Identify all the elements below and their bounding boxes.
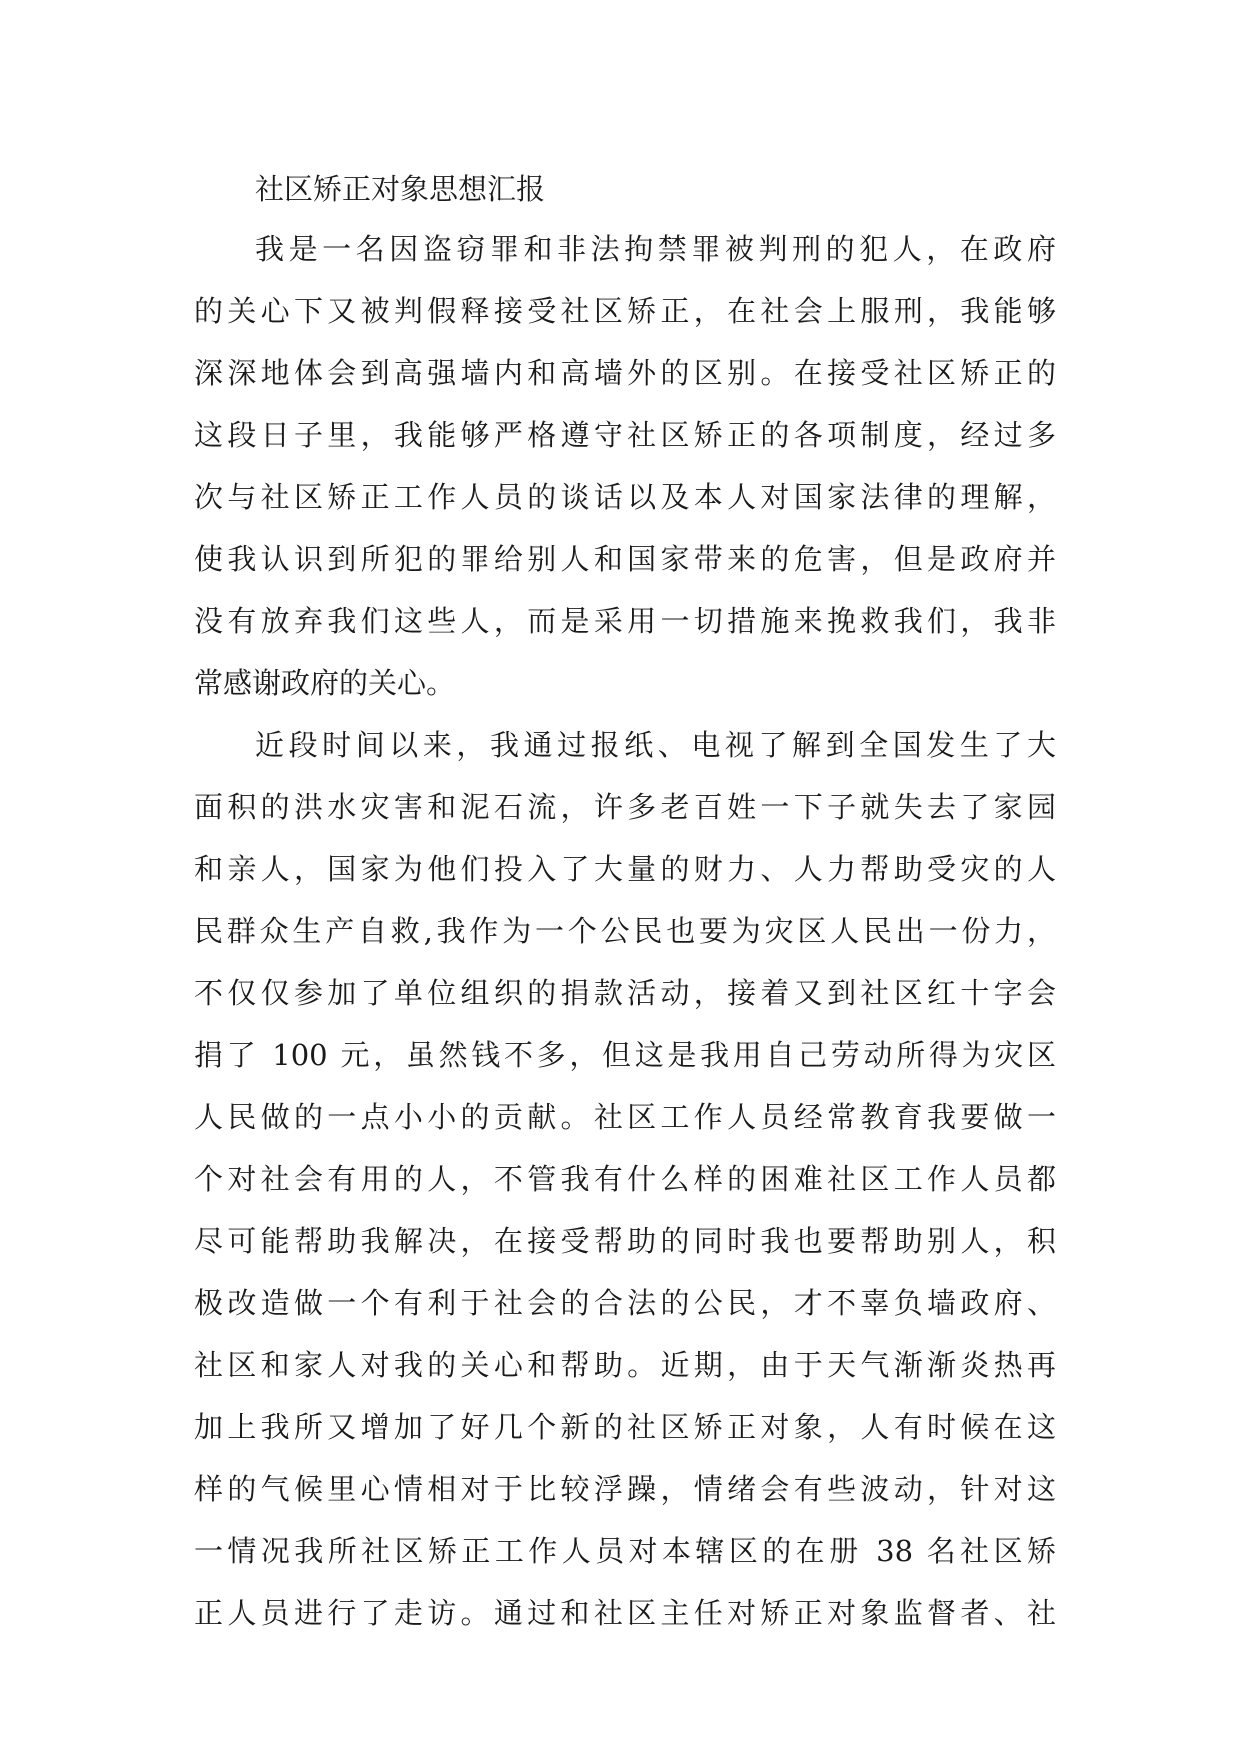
paragraph-line: 没有放弃我们这些人，而是采用一切措施来挽救我们，我非 bbox=[194, 604, 1056, 638]
paragraph-line: 常感谢政府的关心。 bbox=[194, 666, 456, 700]
paragraph-line: 深深地体会到高强墙内和高墙外的区别。在接受社区矫正的 bbox=[194, 356, 1056, 390]
paragraph-line: 面积的洪水灾害和泥石流，许多老百姓一下子就失去了家园 bbox=[194, 790, 1056, 824]
paragraph-line: 捐了 100 元，虽然钱不多，但这是我用自己劳动所得为灾区 bbox=[194, 1038, 1056, 1072]
paragraph-line: 一情况我所社区矫正工作人员对本辖区的在册 38 名社区矫 bbox=[194, 1534, 1056, 1568]
paragraph-line: 使我认识到所犯的罪给别人和国家带来的危害，但是政府并 bbox=[194, 542, 1056, 576]
paragraph-line: 加上我所又增加了好几个新的社区矫正对象，人有时候在这 bbox=[194, 1410, 1056, 1444]
paragraph-line: 近段时间以来，我通过报纸、电视了解到全国发生了大 bbox=[255, 728, 1056, 762]
paragraph-line: 这段日子里，我能够严格遵守社区矫正的各项制度，经过多 bbox=[194, 418, 1056, 452]
paragraph-line: 人民做的一点小小的贡献。社区工作人员经常教育我要做一 bbox=[194, 1100, 1056, 1134]
paragraph-line: 和亲人，国家为他们投入了大量的财力、人力帮助受灾的人 bbox=[194, 852, 1056, 886]
paragraph-line: 尽可能帮助我解决，在接受帮助的同时我也要帮助别人，积 bbox=[194, 1224, 1056, 1258]
paragraph-line: 我是一名因盗窃罪和非法拘禁罪被判刑的犯人，在政府 bbox=[255, 232, 1056, 266]
paragraph-line: 民群众生产自救,我作为一个公民也要为灾区人民出一份力， bbox=[194, 914, 1056, 948]
paragraph-1 bbox=[194, 218, 1056, 714]
paragraph-line: 不仅仅参加了单位组织的捐款活动，接着又到社区红十字会 bbox=[194, 976, 1056, 1010]
paragraph-line: 的关心下又被判假释接受社区矫正，在社会上服刑，我能够 bbox=[194, 294, 1056, 328]
paragraph-line: 个对社会有用的人，不管我有什么样的困难社区工作人员都 bbox=[194, 1162, 1056, 1196]
document-body bbox=[194, 160, 1056, 1644]
paragraph-line: 正人员进行了走访。通过和社区主任对矫正对象监督者、社 bbox=[194, 1596, 1056, 1630]
paragraph-line: 社区和家人对我的关心和帮助。近期，由于天气渐渐炎热再 bbox=[194, 1348, 1056, 1382]
paragraph-line: 样的气候里心情相对于比较浮躁，情绪会有些波动，针对这 bbox=[194, 1472, 1056, 1506]
paragraph-line: 极改造做一个有利于社会的合法的公民，才不辜负墙政府、 bbox=[194, 1286, 1056, 1320]
document-title: 社区矫正对象思想汇报 bbox=[255, 172, 546, 206]
paragraph-line: 次与社区矫正工作人员的谈话以及本人对国家法律的理解， bbox=[194, 480, 1056, 514]
paragraph-2 bbox=[194, 714, 1056, 1644]
